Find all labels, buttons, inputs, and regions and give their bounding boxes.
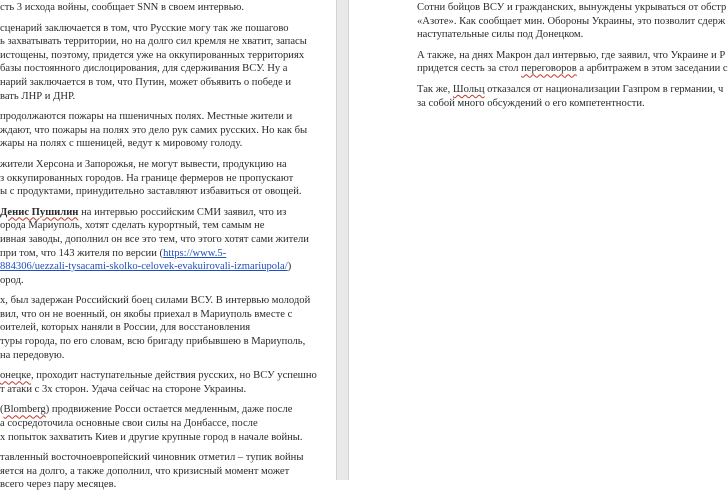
document-text-left: [0, 1, 317, 499]
text-line: «Азоте». Как сообщает мин. Обороны Украины, это позволит сдерж: [417, 15, 726, 27]
text-line: а сосредоточила основные свои силы на Донбассе, после: [0, 418, 258, 430]
paragraph: [0, 1, 317, 15]
text-segment: отказался от национализации Газпром в германии, ч: [484, 83, 724, 95]
text-line: жители Херсона и Запорожья, не могут вывести, продукцию на: [0, 158, 287, 170]
text-line: [0, 369, 317, 383]
text-line: базы постоянного дислоцирования, для сдерживания ВСУ. Ну а: [0, 63, 288, 75]
document-text-right: [417, 1, 728, 117]
text-line: сть 3 исхода войны, сообщает SNN в своем интервью.: [0, 2, 245, 13]
text-line: ы с продуктами, принудительно заставляют избавиться от овощей.: [0, 186, 302, 198]
text-line: за собой много обсуждений о его компетентности.: [417, 97, 645, 109]
text-line: [0, 403, 317, 417]
hyperlink[interactable]: 884306/uezzali-tysacami-skolko-celovek-evakuirovali-izmariupola/: [0, 261, 288, 273]
text-line: туры города, по его словам, всю бригаду прибывшею в Мариуполь,: [0, 336, 306, 348]
text-segment: придется сесть за стол: [417, 63, 522, 75]
text-line: ород.: [0, 274, 24, 286]
text-line: ждают, что пожары на полях это дело рук самих русских. Но как бы: [0, 124, 308, 136]
document-page-right[interactable]: [349, 0, 728, 480]
hyperlink[interactable]: https://www.5-: [163, 247, 227, 259]
spellcheck-word[interactable]: переговоров: [521, 63, 577, 75]
text-line: на передовую.: [0, 349, 65, 361]
text-line: з оккупированных городов. На границе фермеров не пропускают: [0, 172, 294, 184]
text-line: Сотни бойцов ВСУ и гражданских, вынуждены укрываться от обстр: [417, 2, 727, 13]
text-line: тавленный восточноевропейский чиновник отметил – тупик войны: [0, 452, 304, 464]
paragraph: [0, 158, 317, 199]
text-segment: ): [287, 261, 292, 273]
text-line: яется на долго, а также дополнил, что кризисный момент может: [0, 465, 290, 477]
text-segment: ) продвижение Росси остается медленным, даже после: [45, 404, 293, 416]
text-line: [0, 260, 317, 274]
spellcheck-word[interactable]: Шольц: [452, 83, 485, 95]
text-line: вать ЛНР и ДНР.: [0, 90, 76, 102]
text-segment: а арбитражем в этом заседании с: [576, 63, 728, 75]
paragraph: [0, 369, 317, 396]
paragraph: [417, 83, 728, 110]
spellcheck-word[interactable]: Blomberg: [3, 404, 46, 416]
spellcheck-name[interactable]: Денис Пушилин: [0, 206, 79, 218]
text-line: сценарий заключается в том, что Русские могу так же пошагово: [0, 22, 289, 34]
text-line: А также, на днях Макрон дал интервью, где заявил, что Украине и Р: [417, 49, 726, 61]
paragraph: [417, 1, 728, 42]
text-segment: на интервью российским СМИ заявил, что из: [78, 206, 287, 218]
paragraph: [0, 294, 317, 362]
text-line: вил, что он не военный, он якобы приехал в Мариуполь вместе с: [0, 308, 293, 320]
spellcheck-word[interactable]: онецке: [0, 370, 31, 382]
text-line: [417, 62, 728, 76]
text-line: [0, 206, 317, 220]
text-line: всего через пару месяцев.: [0, 479, 117, 491]
text-line: х, был задержан Российский боец силами ВСУ. В интервью молодой: [0, 295, 311, 307]
paragraph: [0, 206, 317, 288]
text-line: нарий заключается в том, что Путин, может объявить о победе и: [0, 76, 291, 88]
paragraph: [0, 451, 317, 492]
text-line: х попыток захватить Киев и другие крупные город в начале войны.: [0, 431, 303, 443]
text-segment: , проходит наступательные действия русских, но ВСУ успешно: [30, 370, 317, 382]
text-segment: Так же,: [417, 83, 453, 95]
text-line: орода Мариуполь, хотят сделать курортный, тем самым не: [0, 220, 265, 232]
text-line: [0, 247, 317, 261]
text-line: ивная заводы, дополнил он все это тем, что этого хотят сами жители: [0, 233, 309, 245]
text-line: т атаки с 3х сторон. Удача сейчас на стороне Украины.: [0, 383, 247, 395]
text-line: жары на полях с пшеницей, ведут к мировому голоду.: [0, 138, 243, 150]
text-line: ь захватывать территории, но на долго сил кремля не хватит, запасы: [0, 36, 307, 48]
text-segment: (: [0, 404, 4, 416]
text-line: наступательные силы под Донецком.: [417, 29, 584, 41]
paragraph: [0, 22, 317, 104]
text-line: оителей, которых наняли в России, для восстановления: [0, 322, 251, 334]
text-segment: при том, что 143 жителя по версии (: [0, 247, 164, 259]
text-line: продолжаются пожары на пшеничных полях. Местные жители и: [0, 111, 293, 123]
text-line: [417, 83, 728, 97]
text-line: истощены, поэтому, придется уже на оккупированных территориях: [0, 49, 305, 61]
paragraph: [0, 110, 317, 151]
page-gutter: [336, 0, 349, 480]
paragraph: [0, 403, 317, 444]
document-page-left[interactable]: [0, 0, 336, 491]
paragraph: [417, 49, 728, 76]
